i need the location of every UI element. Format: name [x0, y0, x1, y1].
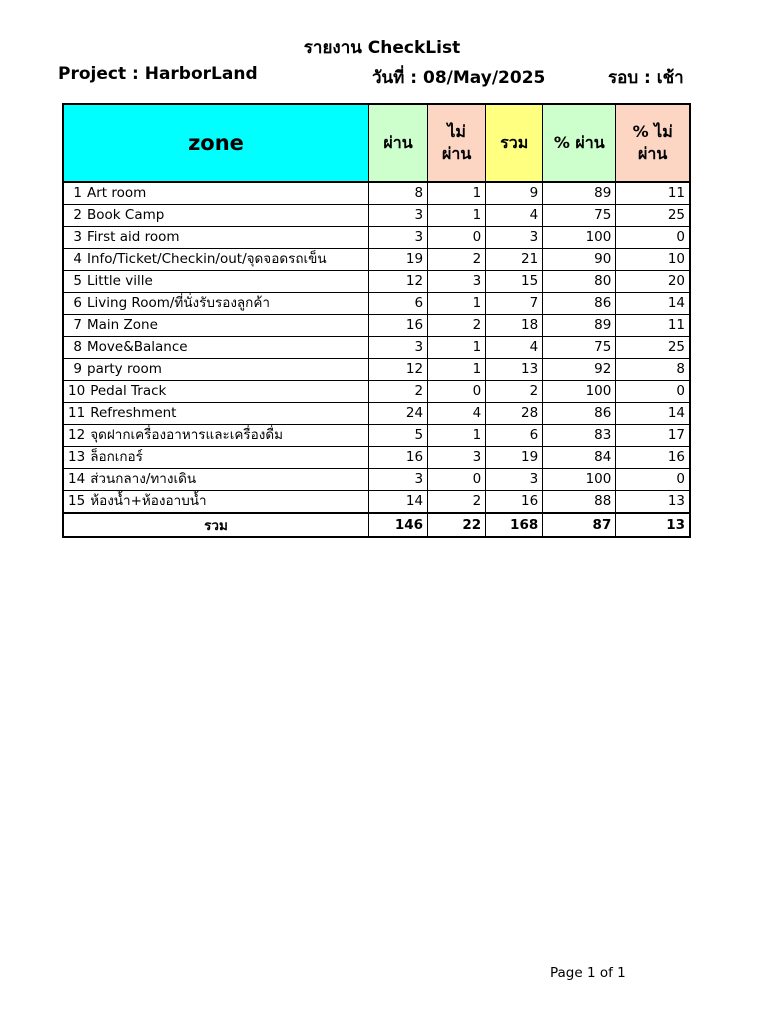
- cell-total: 28: [486, 403, 543, 425]
- row-number: 10: [68, 383, 86, 399]
- zone-cell: [63, 227, 368, 249]
- cell-total: 2: [486, 381, 543, 403]
- cell-pass: 3: [368, 205, 427, 227]
- zone-name: จุดฝากเครื่องอาหารและเครื่องดื่ม: [90, 427, 284, 443]
- cell-pct-fail: 11: [616, 315, 690, 337]
- cell-pct-fail: 0: [616, 469, 690, 491]
- totals-total: 168: [486, 513, 543, 537]
- report-date: วันที่ : 08/May/2025: [372, 68, 546, 88]
- zone-name: Living Room/ที่นั่งรับรองลูกค้า: [87, 295, 270, 311]
- cell-pct-fail: 14: [616, 293, 690, 315]
- cell-total: 6: [486, 425, 543, 447]
- table-row: [63, 447, 690, 469]
- cell-pct-pass: 75: [543, 205, 616, 227]
- zone-name: party room: [87, 361, 162, 377]
- zone-cell: [63, 447, 368, 469]
- zone-cell: [63, 359, 368, 381]
- table-row: [63, 271, 690, 293]
- cell-total: 4: [486, 337, 543, 359]
- row-number: 15: [68, 493, 86, 509]
- cell-total: 3: [486, 469, 543, 491]
- cell-fail: 3: [428, 271, 486, 293]
- cell-pct-pass: 100: [543, 469, 616, 491]
- cell-fail: 0: [428, 469, 486, 491]
- zone-name: First aid room: [87, 229, 180, 245]
- cell-pct-fail: 17: [616, 425, 690, 447]
- cell-pass: 5: [368, 425, 427, 447]
- table-row: [63, 469, 690, 491]
- row-number: 4: [73, 251, 82, 267]
- row-number: 14: [68, 471, 86, 487]
- zone-cell: [63, 315, 368, 337]
- cell-pct-pass: 100: [543, 227, 616, 249]
- zone-name: Book Camp: [87, 207, 165, 223]
- cell-total: 7: [486, 293, 543, 315]
- zone-cell: [63, 469, 368, 491]
- zone-name: Little ville: [87, 273, 153, 289]
- zone-cell: [63, 381, 368, 403]
- page-number: Page 1 of 1: [550, 965, 626, 981]
- cell-fail: 2: [428, 491, 486, 514]
- cell-pct-fail: 0: [616, 227, 690, 249]
- zone-name: Main Zone: [87, 317, 158, 333]
- zone-name: ห้องน้ำ+ห้องอาบน้ำ: [90, 493, 207, 509]
- row-number: 11: [68, 405, 86, 421]
- zone-cell: [63, 249, 368, 271]
- cell-pass: 2: [368, 381, 427, 403]
- cell-pct-pass: 84: [543, 447, 616, 469]
- row-number: 3: [73, 229, 82, 245]
- cell-fail: 2: [428, 249, 486, 271]
- table-row: [63, 425, 690, 447]
- cell-fail: 1: [428, 337, 486, 359]
- cell-fail: 0: [428, 381, 486, 403]
- zone-name: Refreshment: [90, 405, 177, 421]
- zone-name: Move&Balance: [87, 339, 188, 355]
- cell-pass: 16: [368, 447, 427, 469]
- cell-pct-pass: 80: [543, 271, 616, 293]
- cell-fail: 2: [428, 315, 486, 337]
- table-header-row: [63, 104, 690, 182]
- zone-name: Art room: [87, 185, 147, 201]
- zone-cell: [63, 293, 368, 315]
- cell-pass: 3: [368, 227, 427, 249]
- cell-pct-fail: 16: [616, 447, 690, 469]
- cell-pct-fail: 8: [616, 359, 690, 381]
- totals-row: [63, 513, 690, 537]
- table-row: [63, 337, 690, 359]
- cell-total: 21: [486, 249, 543, 271]
- cell-total: 16: [486, 491, 543, 514]
- zone-cell: [63, 182, 368, 205]
- cell-fail: 1: [428, 359, 486, 381]
- cell-pct-pass: 92: [543, 359, 616, 381]
- header-fail: ไม่ ผ่าน: [428, 104, 486, 182]
- zone-cell: [63, 271, 368, 293]
- cell-pct-fail: 20: [616, 271, 690, 293]
- zone-cell: [63, 205, 368, 227]
- cell-pct-pass: 90: [543, 249, 616, 271]
- zone-name: ส่วนกลาง/ทางเดิน: [90, 471, 197, 487]
- cell-fail: 1: [428, 182, 486, 205]
- table-row: [63, 491, 690, 514]
- totals-label: รวม: [63, 513, 368, 537]
- cell-pass: 3: [368, 469, 427, 491]
- zone-cell: [63, 491, 368, 514]
- report-round: รอบ : เช้า: [608, 68, 684, 88]
- row-number: 2: [73, 207, 82, 223]
- cell-pass: 12: [368, 271, 427, 293]
- project-name: Project : HarborLand: [58, 64, 258, 84]
- cell-fail: 1: [428, 205, 486, 227]
- header-total: รวม: [486, 104, 543, 182]
- cell-total: 4: [486, 205, 543, 227]
- cell-total: 18: [486, 315, 543, 337]
- row-number: 13: [68, 449, 86, 465]
- cell-pass: 8: [368, 182, 427, 205]
- zone-name: Pedal Track: [90, 383, 167, 399]
- row-number: 1: [73, 185, 82, 201]
- cell-pass: 14: [368, 491, 427, 514]
- header-pct-fail: % ไม่ ผ่าน: [616, 104, 690, 182]
- cell-pct-pass: 75: [543, 337, 616, 359]
- totals-pct-fail: 13: [616, 513, 690, 537]
- cell-total: 19: [486, 447, 543, 469]
- cell-pct-pass: 83: [543, 425, 616, 447]
- table-row: [63, 403, 690, 425]
- cell-pct-pass: 86: [543, 293, 616, 315]
- cell-total: 9: [486, 182, 543, 205]
- cell-pct-pass: 100: [543, 381, 616, 403]
- cell-pct-fail: 13: [616, 491, 690, 514]
- cell-fail: 0: [428, 227, 486, 249]
- table-row: [63, 227, 690, 249]
- totals-pct-pass: 87: [543, 513, 616, 537]
- cell-pass: 3: [368, 337, 427, 359]
- totals-pass: 146: [368, 513, 427, 537]
- row-number: 12: [68, 427, 86, 443]
- table-row: [63, 381, 690, 403]
- header-pass: ผ่าน: [368, 104, 427, 182]
- zone-cell: [63, 425, 368, 447]
- report-title: รายงาน CheckList: [303, 38, 461, 58]
- header-zone: zone: [63, 104, 368, 182]
- cell-pct-fail: 25: [616, 337, 690, 359]
- zone-cell: [63, 403, 368, 425]
- header-pct-pass: % ผ่าน: [543, 104, 616, 182]
- cell-total: 3: [486, 227, 543, 249]
- cell-fail: 1: [428, 425, 486, 447]
- cell-pass: 12: [368, 359, 427, 381]
- table-row: [63, 359, 690, 381]
- cell-fail: 4: [428, 403, 486, 425]
- cell-pct-pass: 88: [543, 491, 616, 514]
- cell-pct-fail: 14: [616, 403, 690, 425]
- row-number: 5: [73, 273, 82, 289]
- cell-pct-pass: 89: [543, 315, 616, 337]
- cell-pct-pass: 89: [543, 182, 616, 205]
- row-number: 8: [73, 339, 82, 355]
- cell-fail: 1: [428, 293, 486, 315]
- cell-pass: 24: [368, 403, 427, 425]
- cell-pass: 6: [368, 293, 427, 315]
- cell-pct-fail: 10: [616, 249, 690, 271]
- cell-pct-fail: 25: [616, 205, 690, 227]
- cell-pct-fail: 11: [616, 182, 690, 205]
- table-row: [63, 182, 690, 205]
- table-row: [63, 249, 690, 271]
- cell-fail: 3: [428, 447, 486, 469]
- table-row: [63, 315, 690, 337]
- totals-fail: 22: [428, 513, 486, 537]
- row-number: 6: [73, 295, 82, 311]
- table-row: [63, 205, 690, 227]
- zone-name: ล็อกเกอร์: [90, 449, 143, 465]
- table-row: [63, 293, 690, 315]
- cell-total: 13: [486, 359, 543, 381]
- checklist-table: [62, 103, 691, 538]
- cell-pct-fail: 0: [616, 381, 690, 403]
- zone-name: Info/Ticket/Checkin/out/จุดจอดรถเข็น: [87, 251, 327, 267]
- cell-pct-pass: 86: [543, 403, 616, 425]
- table-body: [63, 182, 690, 513]
- cell-total: 15: [486, 271, 543, 293]
- cell-pass: 19: [368, 249, 427, 271]
- zone-cell: [63, 337, 368, 359]
- row-number: 9: [73, 361, 82, 377]
- row-number: 7: [73, 317, 82, 333]
- cell-pass: 16: [368, 315, 427, 337]
